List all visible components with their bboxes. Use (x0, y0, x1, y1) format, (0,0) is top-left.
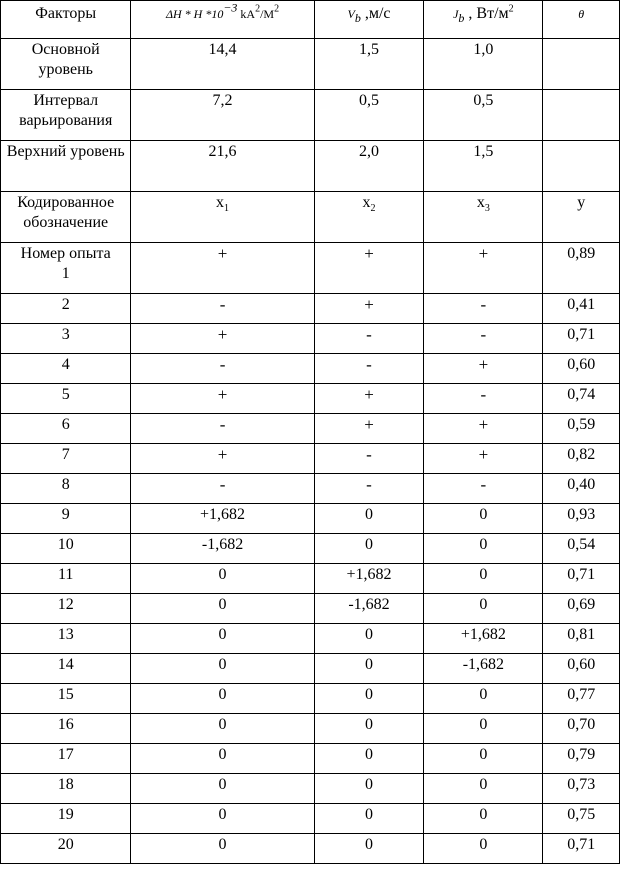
level-y (543, 39, 620, 90)
level-label: Основной уровень (1, 39, 131, 90)
level-x2: 0,5 (314, 90, 424, 141)
experiment-x3: 0 (424, 744, 543, 774)
experiment-y: 0,75 (543, 804, 620, 834)
level-x3: 1,0 (424, 39, 543, 90)
level-x1: 14,4 (131, 39, 314, 90)
experiment-x2: 0 (314, 684, 424, 714)
level-x1: 7,2 (131, 90, 314, 141)
experiment-number (1, 684, 131, 714)
experiment-y: 0,74 (543, 384, 620, 414)
level-x2: 1,5 (314, 39, 424, 90)
experiment-row (1, 804, 620, 834)
level-y (543, 141, 620, 192)
experiment-y: 0,71 (543, 324, 620, 354)
experiment-number (1, 474, 131, 504)
experiment-x3: 0 (424, 504, 543, 534)
experiment-x3: 0 (424, 594, 543, 624)
experiment-x3: 0 (424, 534, 543, 564)
experiment-x2: + (314, 414, 424, 444)
experiment-x1: - (131, 294, 314, 324)
header-delta-h: ΔH * H $*10^{-3}$ $kA^2/M^2$ (131, 1, 314, 39)
experiment-x1: 0 (131, 744, 314, 774)
experiment-x1: - (131, 414, 314, 444)
experiment-number-value: 4 (61, 356, 70, 373)
coded-x2-symbol: x (362, 194, 371, 211)
experiment-row (1, 243, 620, 294)
experiment-number (1, 774, 131, 804)
coded-x2 (314, 192, 424, 243)
level-x2: 2,0 (314, 141, 424, 192)
experiment-x3: + (424, 354, 543, 384)
experiment-number (1, 504, 131, 534)
experiment-row (1, 294, 620, 324)
experiment-number (1, 834, 131, 864)
experiment-x3: + (424, 444, 543, 474)
experiment-x1: +1,682 (131, 504, 314, 534)
experiment-x1: 0 (131, 714, 314, 744)
experiment-x3: 0 (424, 834, 543, 864)
level-row (1, 39, 620, 90)
experiment-x1: - (131, 354, 314, 384)
experiment-x1: 0 (131, 804, 314, 834)
experiment-y: 0,79 (543, 744, 620, 774)
experiment-number (1, 744, 131, 774)
coded-row (1, 192, 620, 243)
header-theta: θ (543, 1, 620, 39)
experiment-x2: 0 (314, 714, 424, 744)
experiment-x1: 0 (131, 684, 314, 714)
experiment-row (1, 354, 620, 384)
experiment-x2: 0 (314, 534, 424, 564)
experiment-y: 0,82 (543, 444, 620, 474)
level-label: Интервал варьирования (1, 90, 131, 141)
experiment-x2: 0 (314, 774, 424, 804)
level-row (1, 141, 620, 192)
experiment-x1: - (131, 474, 314, 504)
experiment-number-value: 11 (58, 566, 74, 583)
experiment-row (1, 774, 620, 804)
experiment-x2: + (314, 294, 424, 324)
level-label: Верхний уровень (1, 141, 131, 192)
experiment-row (1, 564, 620, 594)
experiment-number (1, 294, 131, 324)
experiment-x3: + (424, 243, 543, 294)
experiment-number (1, 564, 131, 594)
level-y (543, 90, 620, 141)
header-velocity: $V_b$ ,м/с (314, 1, 424, 39)
experiment-row (1, 444, 620, 474)
experiment-x1: 0 (131, 594, 314, 624)
experiment-number-value: 6 (61, 416, 70, 433)
experiment-row (1, 654, 620, 684)
experiment-x1: + (131, 324, 314, 354)
experiment-row (1, 414, 620, 444)
experiment-number-value: 19 (57, 806, 74, 823)
level-x3: 1,5 (424, 141, 543, 192)
experiment-number (1, 714, 131, 744)
experiment-row (1, 744, 620, 774)
experiment-number-value: 13 (57, 626, 74, 643)
experiment-x2: -1,682 (314, 594, 424, 624)
experiment-y: 0,71 (543, 834, 620, 864)
coded-x3 (424, 192, 543, 243)
experiment-x1: 0 (131, 834, 314, 864)
experiment-x3: 0 (424, 564, 543, 594)
experiment-number (1, 324, 131, 354)
experiment-number-value: 15 (57, 686, 74, 703)
experiment-y: 0,60 (543, 654, 620, 684)
coded-x2-subscript: 2 (370, 203, 376, 215)
experiment-x3: - (424, 324, 543, 354)
experiment-x2: + (314, 243, 424, 294)
experiment-x2: 0 (314, 654, 424, 684)
experiment-y: 0,40 (543, 474, 620, 504)
experiment-x3: + (424, 414, 543, 444)
experiment-number (1, 624, 131, 654)
coded-label: Кодированное обозначение (1, 192, 131, 243)
header-factors: Факторы (1, 1, 131, 39)
experiment-x3: 0 (424, 714, 543, 744)
experiment-row (1, 834, 620, 864)
experiment-x3: -1,682 (424, 654, 543, 684)
experiment-number-value: 5 (61, 386, 70, 403)
experiment-number (1, 444, 131, 474)
experiment-y: 0,89 (543, 243, 620, 294)
experiment-x2: 0 (314, 804, 424, 834)
experiment-x1: + (131, 243, 314, 294)
experiment-x1: 0 (131, 774, 314, 804)
experiment-x3: 0 (424, 774, 543, 804)
experiment-number-value: 8 (61, 476, 70, 493)
experiment-x1: 0 (131, 564, 314, 594)
experiment-x3: 0 (424, 684, 543, 714)
experiment-y: 0,71 (543, 564, 620, 594)
experiment-number (1, 243, 131, 294)
experiment-row (1, 594, 620, 624)
experiment-row (1, 684, 620, 714)
experiment-y: 0,69 (543, 594, 620, 624)
experiment-number-value: 7 (61, 446, 70, 463)
experiment-number-value: 20 (57, 836, 74, 853)
experiment-number (1, 654, 131, 684)
experiment-y: 0,73 (543, 774, 620, 804)
experiment-row (1, 324, 620, 354)
experiment-number-value: 10 (57, 536, 74, 553)
experiment-x2: 0 (314, 834, 424, 864)
experiment-x3: 0 (424, 804, 543, 834)
experiment-x3: - (424, 474, 543, 504)
experiment-x3: - (424, 384, 543, 414)
experiment-y: 0,93 (543, 504, 620, 534)
experiment-row (1, 714, 620, 744)
experiment-y: 0,60 (543, 354, 620, 384)
header-current-density: $J_b$ , $Вт/м^2$ (424, 1, 543, 39)
experiment-row (1, 624, 620, 654)
experiment-y: 0,70 (543, 714, 620, 744)
experiment-x2: - (314, 444, 424, 474)
experiment-x2: - (314, 324, 424, 354)
experiment-row (1, 534, 620, 564)
experiment-x2: - (314, 474, 424, 504)
experiment-x2: 0 (314, 504, 424, 534)
experiment-x2: 0 (314, 624, 424, 654)
experiment-x2: 0 (314, 744, 424, 774)
experiment-x1: 0 (131, 654, 314, 684)
experiment-x2: + (314, 384, 424, 414)
experiment-number-value: 12 (57, 596, 74, 613)
experiment-number-value: 17 (57, 746, 74, 763)
experiment-x1: + (131, 384, 314, 414)
experiment-x1: 0 (131, 624, 314, 654)
experiment-y: 0,81 (543, 624, 620, 654)
experiment-x3: +1,682 (424, 624, 543, 654)
experiment-number-value: 16 (57, 716, 74, 733)
experiment-y: 0,77 (543, 684, 620, 714)
coded-x1-subscript: 1 (224, 203, 230, 215)
level-x1: 21,6 (131, 141, 314, 192)
experiment-number (1, 534, 131, 564)
experiment-number-value: 3 (61, 326, 70, 343)
experiment-number-value: 14 (57, 656, 74, 673)
experiment-number-header: Номер опыта (20, 245, 111, 262)
experiment-x2: - (314, 354, 424, 384)
experiment-number (1, 594, 131, 624)
experiment-y: 0,41 (543, 294, 620, 324)
experiment-number (1, 354, 131, 384)
experiment-row (1, 384, 620, 414)
experiment-number (1, 804, 131, 834)
experiment-y: 0,59 (543, 414, 620, 444)
experiment-row (1, 474, 620, 504)
coded-x3-symbol: x (476, 194, 485, 211)
experiment-number (1, 414, 131, 444)
experiment-number (1, 384, 131, 414)
experiment-number-value: 9 (61, 506, 70, 523)
experiment-number-value: 2 (61, 296, 70, 313)
experiment-y: 0,54 (543, 534, 620, 564)
coded-x1-symbol: x (216, 194, 225, 211)
experiment-number-value: 18 (57, 776, 74, 793)
coded-x3-subscript: 3 (484, 203, 490, 215)
experiment-x1: + (131, 444, 314, 474)
header-row (1, 1, 620, 39)
level-row (1, 90, 620, 141)
experiment-row (1, 504, 620, 534)
experiment-x3: - (424, 294, 543, 324)
experiment-x2: +1,682 (314, 564, 424, 594)
experiment-x1: -1,682 (131, 534, 314, 564)
coded-y: y (543, 192, 620, 243)
coded-x1 (131, 192, 314, 243)
experiment-number-value: 1 (61, 265, 70, 282)
level-x3: 0,5 (424, 90, 543, 141)
